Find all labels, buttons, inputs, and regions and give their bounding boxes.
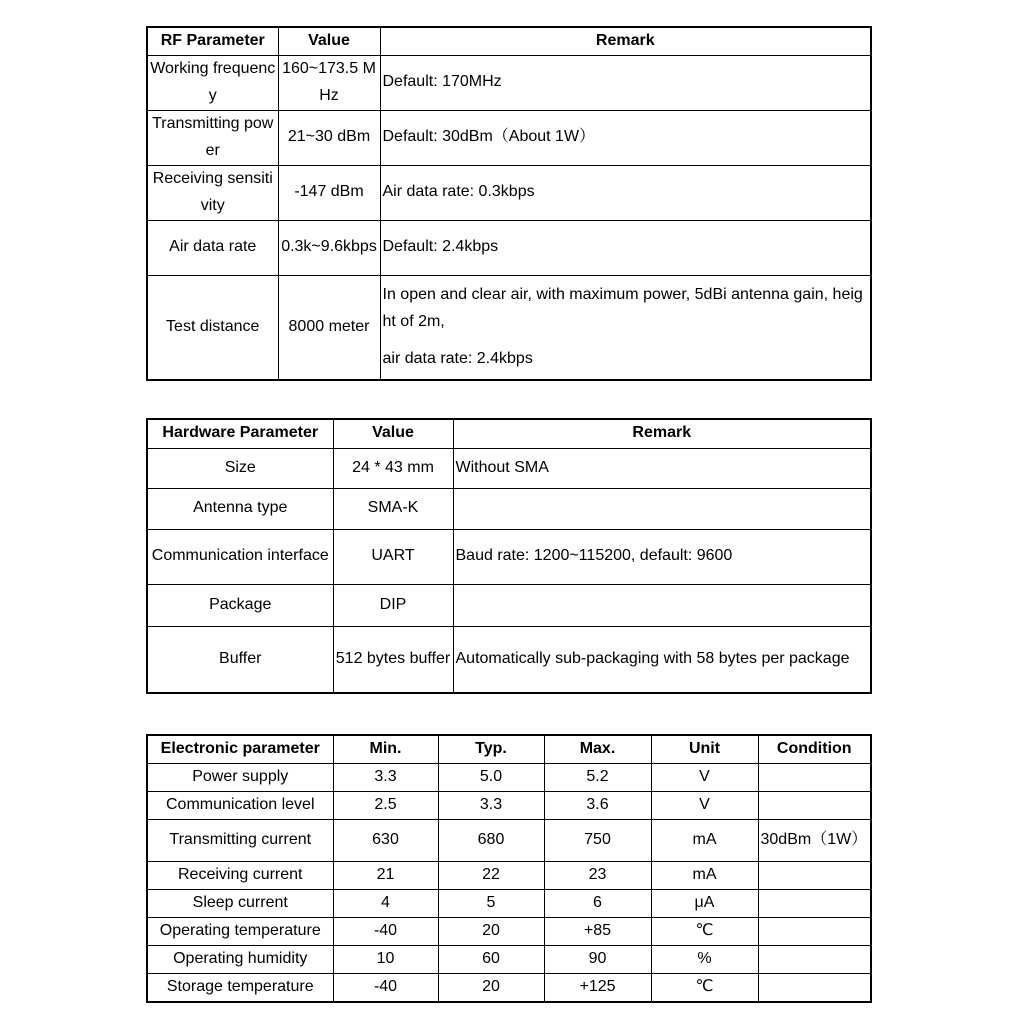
table-cell — [758, 763, 871, 791]
table-cell: 6 — [544, 889, 651, 917]
table-cell: 24 * 43 mm — [333, 448, 453, 488]
table-cell — [758, 791, 871, 819]
table-cell: 23 — [544, 861, 651, 889]
table-cell: 3.6 — [544, 791, 651, 819]
electronic-parameter-table — [146, 734, 872, 1003]
table-cell: 22 — [438, 861, 544, 889]
table-row — [147, 917, 871, 945]
table-cell: ℃ — [651, 973, 758, 1001]
table-row — [147, 819, 871, 861]
table-cell: UART — [333, 529, 453, 584]
column-header: Hardware Parameter — [147, 419, 333, 448]
table-cell: Antenna type — [147, 488, 333, 529]
table-cell: 5.2 — [544, 763, 651, 791]
table-cell: -147 dBm — [278, 165, 380, 220]
cell-paragraph: In open and clear air, with maximum power, 5dBi antenna gain, height of 2m, — [382, 286, 863, 331]
table-cell: Storage temperature — [147, 973, 333, 1001]
table-row — [147, 55, 871, 110]
header-row — [147, 27, 871, 55]
table-cell: 10 — [333, 945, 438, 973]
table-cell: Test distance — [147, 275, 278, 380]
table-cell: Communication interface — [147, 529, 333, 584]
table-row — [147, 448, 871, 488]
table-cell: 750 — [544, 819, 651, 861]
table-cell: μA — [651, 889, 758, 917]
table-cell: 30dBm（1W） — [758, 819, 871, 861]
table-row — [147, 861, 871, 889]
table-cell — [380, 275, 871, 380]
table-row — [147, 791, 871, 819]
table-row — [147, 110, 871, 165]
table-cell: Baud rate: 1200~115200, default: 9600 — [453, 529, 871, 584]
table-cell: Buffer — [147, 626, 333, 693]
table-cell: Automatically sub-packaging with 58 bytes per package — [453, 626, 871, 693]
table-cell: 630 — [333, 819, 438, 861]
column-header: Value — [333, 419, 453, 448]
table-cell: Receiving current — [147, 861, 333, 889]
table-cell: DIP — [333, 584, 453, 626]
table-cell: Package — [147, 584, 333, 626]
table-cell: Communication level — [147, 791, 333, 819]
table-cell: 5.0 — [438, 763, 544, 791]
table-cell: 3.3 — [333, 763, 438, 791]
table-cell: 3.3 — [438, 791, 544, 819]
table-row — [147, 626, 871, 693]
table-row — [147, 973, 871, 1001]
table-cell: 2.5 — [333, 791, 438, 819]
table-cell — [758, 917, 871, 945]
column-header: Condition — [758, 735, 871, 763]
table-cell: Power supply — [147, 763, 333, 791]
table-cell: mA — [651, 861, 758, 889]
table-cell: 0.3k~9.6kbps — [278, 220, 380, 275]
hardware-parameter-table — [146, 418, 872, 694]
column-header: Remark — [380, 27, 871, 55]
table-cell: V — [651, 791, 758, 819]
table-row — [147, 165, 871, 220]
table-cell: 4 — [333, 889, 438, 917]
table-cell: 21 — [333, 861, 438, 889]
column-header: Electronic parameter — [147, 735, 333, 763]
table-cell: Size — [147, 448, 333, 488]
table-cell: Air data rate — [147, 220, 278, 275]
table-cell: Transmitting current — [147, 819, 333, 861]
table-cell: Air data rate: 0.3kbps — [380, 165, 871, 220]
column-header: Remark — [453, 419, 871, 448]
column-header: RF Parameter — [147, 27, 278, 55]
cell-paragraph: air data rate: 2.4kbps — [382, 350, 533, 368]
table-cell — [758, 973, 871, 1001]
table-cell: ℃ — [651, 917, 758, 945]
table-cell: mA — [651, 819, 758, 861]
table-cell: 21~30 dBm — [278, 110, 380, 165]
header-row — [147, 735, 871, 763]
table-row — [147, 584, 871, 626]
table-cell: Without SMA — [453, 448, 871, 488]
table-cell: 60 — [438, 945, 544, 973]
table-cell — [453, 584, 871, 626]
table-cell: +125 — [544, 973, 651, 1001]
table-row — [147, 275, 871, 380]
table-cell: Default: 2.4kbps — [380, 220, 871, 275]
table-cell: Default: 30dBm（About 1W） — [380, 110, 871, 165]
table-row — [147, 488, 871, 529]
table-cell — [758, 861, 871, 889]
table-cell: Sleep current — [147, 889, 333, 917]
table-row — [147, 220, 871, 275]
table-cell: -40 — [333, 973, 438, 1001]
table-cell: % — [651, 945, 758, 973]
table-cell: 20 — [438, 917, 544, 945]
table-row — [147, 529, 871, 584]
table-row — [147, 945, 871, 973]
column-header: Typ. — [438, 735, 544, 763]
table-cell — [758, 945, 871, 973]
table-cell: Operating humidity — [147, 945, 333, 973]
table-cell: 8000 meter — [278, 275, 380, 380]
table-cell: 680 — [438, 819, 544, 861]
table-cell: Default: 170MHz — [380, 55, 871, 110]
table-cell — [453, 488, 871, 529]
table-cell: 20 — [438, 973, 544, 1001]
table-cell — [758, 889, 871, 917]
table-row — [147, 763, 871, 791]
table-cell: Receiving sensitivity — [147, 165, 278, 220]
header-row — [147, 419, 871, 448]
table-cell: 5 — [438, 889, 544, 917]
table-cell: +85 — [544, 917, 651, 945]
column-header: Min. — [333, 735, 438, 763]
column-header: Unit — [651, 735, 758, 763]
table-cell: V — [651, 763, 758, 791]
table-cell: -40 — [333, 917, 438, 945]
table-cell: Operating temperature — [147, 917, 333, 945]
table-row — [147, 889, 871, 917]
table-cell: 160~173.5 MHz — [278, 55, 380, 110]
table-cell: 512 bytes buffer — [333, 626, 453, 693]
column-header: Value — [278, 27, 380, 55]
rf-parameter-table — [146, 26, 872, 381]
column-header: Max. — [544, 735, 651, 763]
table-cell: SMA-K — [333, 488, 453, 529]
table-cell: Transmitting power — [147, 110, 278, 165]
table-cell: Working frequency — [147, 55, 278, 110]
table-cell: 90 — [544, 945, 651, 973]
